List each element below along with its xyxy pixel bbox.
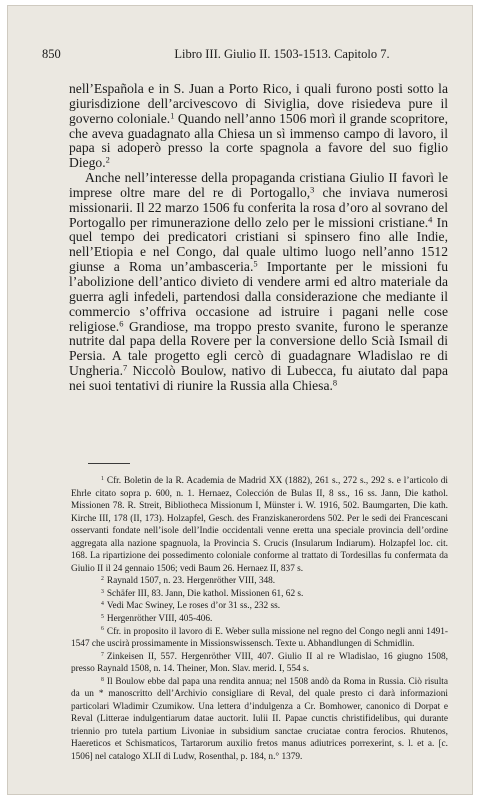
footnote-4-text: Vedi Mac Swiney, Le roses d’or 31 ss., 232 ss. [106, 601, 281, 612]
paragraph-2-part-3: In quel tempo dei predicatori cristiani si spinsero fino alle Indie, nell’Etiopia e nel Congo, dal quale ultimo luogo nell’anno 1512 giunse a Roma un’ambasceria. [69, 214, 448, 275]
paragraph-2-part-6: Niccolò Boulow, nativo di Lubecca, fu aiutato dal papa nei suoi tentativi di riunire la Russia alla Chiesa. [69, 363, 448, 393]
paragraph-2-part-2: che inviava numerosi missionarii. Il 22 marzo 1506 fu conferita la rosa d’oro al sovrano del Portogallo per rimunerazione dello zelo per le missioni cristiane. [69, 184, 448, 230]
footnote-6: 6 Cfr. in proposito il lavoro di E. Weber sulla missione nel regno del Congo negli anni 1491-1547 che uscirà prossimamente in Missionswissensch. Texte u. Abhandlungen di Schmidlin. [71, 626, 448, 650]
footnote-8-text: Il Boulow ebbe dal papa una rendita annua; nel 1508 andò da Roma in Russia. Ciò risulta da un * manoscritto dell’Archivio consigliare di Reval, del quale presto ci darà informazioni particolari Wladimir Czumikow. Una lettera d’indulgenza a Cr. Bomhower, canonico di Dorpat e Reval (Litterae indulgentiarum datae auctorit. Iulii II. Papae cunctis christifidelibus, qui durante triennio pro tutela partium Livoniae in subsidium sanctae cruciatae contra ferocios. Rhutenos, Haereticos et Schismaticos, Tartarorum auxilio fretos manus adiutrices porrexerint, s. l. et a. [c. 1506] nel catalogo XLII di Ludw, Rosenthal, p. 184, n.° 1379. [71, 676, 448, 763]
main-text [69, 82, 448, 394]
footnotes [71, 475, 448, 764]
footnote-separator [88, 463, 130, 464]
paragraph-1-text [69, 81, 448, 170]
footnote-1: 1 Cfr. Boletin de la R. Academia de Madrid XX (1882), 261 s., 272 s., 292 s. e l’articolo di Ehrle citato sopra p. 600, n. 1. Hernaez, Colección de Bulas II, 8 ss., 16 ss. Jann, Die kathol. Missionen 78. R. Streit, Bibliotheca Missionum I, Münster i. W. 1916, 502. Baumgarten, Die kath. Kirche III, 178 (II, 173). Holzapfel, Gesch. des Franziskanerordens 502. Per le sedi dei Francescani osservanti fondate nell’isole dell’Indie occidentali venne eretta una speciale provincia dell’ordine aggregata alla nazione spagnuola, la Provincia S. Crucis (Insularum Indiarum). Holzapfel loc. cit. 168. La ripartizione dei possedimento coloniale conforme al trattato di Tordesillas fu confermata da Giulio II il 24 gennaio 1506; vedi Baum 26. Hernaez II, 837 s. [71, 475, 448, 574]
footnote-ref-1: 1 [170, 110, 175, 121]
footnote-4: 4 Vedi Mac Swiney, Le roses d’or 31 ss., 232 ss. [101, 601, 281, 612]
book-page [7, 5, 473, 795]
footnote-6-text: Cfr. in proposito il lavoro di E. Weber sulla missione nel regno del Congo negli anni 1491-1547 che uscirà prossimamente in Missionswissensch. Texte u. Abhandlungen di Schmidlin. [71, 626, 448, 650]
footnote-3: 3 Schäfer III, 83. Jann, Die kathol. Missionen 61, 62 s. [101, 588, 304, 599]
paragraph-2-part-1: Anche nell’interesse della propaganda cristiana Giulio II favorì le imprese oltre mare del re di Portogallo, [69, 170, 448, 200]
footnote-3-text: Schäfer III, 83. Jann, Die kathol. Missionen 61, 62 s. [106, 588, 304, 599]
running-head: Libro III. Giulio II. 1503-1513. Capitolo 7. [174, 47, 390, 61]
paragraph-1-part-2: Quando nell’anno 1506 morì il grande scopritore, che aveva guadagnato alla Chiesa un sì immenso campo di lavoro, il papa si adoperò presso la corte spagnola a favore del suo figlio Diego. [69, 110, 448, 171]
footnote-ref-6: 6 [119, 317, 124, 328]
footnote-2: 2 Raynald 1507, n. 23. Hergenröther VIII, 348. [101, 576, 276, 587]
footnote-7: 7 Zinkeisen II, 557. Hergenröther VIII, 407. Giulio II al re Wladislao, 16 giugno 1508, presso Raynald 1508, n. 14. Theiner, Mon. Slav. merid. I, 554 s. [71, 651, 448, 675]
footnote-7-text: Zinkeisen II, 557. Hergenröther VIII, 407. Giulio II al re Wladislao, 16 giugno 1508, presso Raynald 1508, n. 14. Theiner, Mon. Slav. merid. I, 554 s. [71, 651, 448, 675]
paragraph-2-part-4: Importante per le missioni fu l’abolizione dell’antico divieto di vendere armi ed altro materiale da guerra agli infedeli, partendosi dalla considerazione che mediante il commercio s’offriva occasione ad istruire i pagani nelle cose religiose. [69, 259, 449, 334]
footnote-5: 5 Hergenröther VIII, 405-406. [101, 613, 213, 625]
paragraph-1 [69, 82, 448, 171]
footnote-ref-3: 3 [310, 184, 315, 195]
page-number: 850 [42, 47, 61, 61]
page-header [42, 46, 442, 62]
footnote-ref-4: 4 [428, 213, 433, 224]
footnote-ref-2: 2 [105, 154, 110, 165]
paragraph-2 [69, 171, 448, 394]
footnote-8: 8 Il Boulow ebbe dal papa una rendita annua; nel 1508 andò da Roma in Russia. Ciò risulta da un * manoscritto dell’Archivio consigliare di Reval, del quale presto ci darà informazioni particolari Wladimir Czumikow. Una lettera d’indulgenza a Cr. Bomhower, canonico di Dorpat e Reval (Litterae indulgentiarum datae auctorit. Iulii II. Papae cunctis christifidelibus, qui durante triennio pro tutela partium Livoniae in subsidium sanctae cruciatae contra ferocios. Rhutenos, Haereticos et Schismaticos, Tartarorum auxilio fretos manus adiutrices porrexerint, s. l. et a. [c. 1506] nel catalogo XLII di Ludw, Rosenthal, p. 184, n.° 1379. [71, 676, 448, 763]
footnote-ref-7: 7 [122, 362, 128, 373]
paragraph-1-part-1: nell’Española e in S. Juan a Porto Rico, i quali furono posti sotto la giurisdizione dell’arcivescovo di Siviglia, dove risiedeva pure il governo coloniale. [69, 81, 448, 126]
footnote-ref-8: 8 [332, 377, 338, 388]
footnote-5-text: Hergenröther VIII, 405-406. [106, 614, 213, 625]
footnote-1-text: Cfr. Boletin de la R. Academia de Madrid XX (1882), 261 s., 272 s., 292 s. e l’articolo di Ehrle citato sopra p. 600, n. 1. Hernaez, Colección de Bulas II, 8 ss., 16 ss. Jann, Die kathol. Missionen 78. R. Streit, Bibliotheca Missionum I, Münster i. W. 1916, 502. Baumgarten, Die kath. Kirche III, 178 (II, 173). Holzapfel, Gesch. des Franziskanerordens 502. Per le sedi dei Francescani osservanti fondate nell’isole dell’Indie occidentali venne eretta una speciale provincia dell’ordine aggregata alla nazione spagnuola, la Provincia S. Crucis (Insularum Indiarum). Holzapfel loc. cit. 168. La ripartizione dei possedimento coloniale conforme al trattato di Tordesillas fu confermata da Giulio II il 24 gennaio 1506; vedi Baum 26. Hernaez II, 837 s. [71, 476, 448, 574]
footnote-ref-5: 5 [253, 258, 258, 269]
paragraph-2-part-5: Grandiose, ma troppo presto svanite, furono le speranze nutrite dal papa della Rovere per la conversione dello Scià Ismail di Persia. A tale progetto egli cercò di guadagnare Wladislao re di Ungheria. [69, 318, 448, 379]
footnote-2-text: Raynald 1507, n. 23. Hergenröther VIII, 348. [106, 576, 276, 587]
